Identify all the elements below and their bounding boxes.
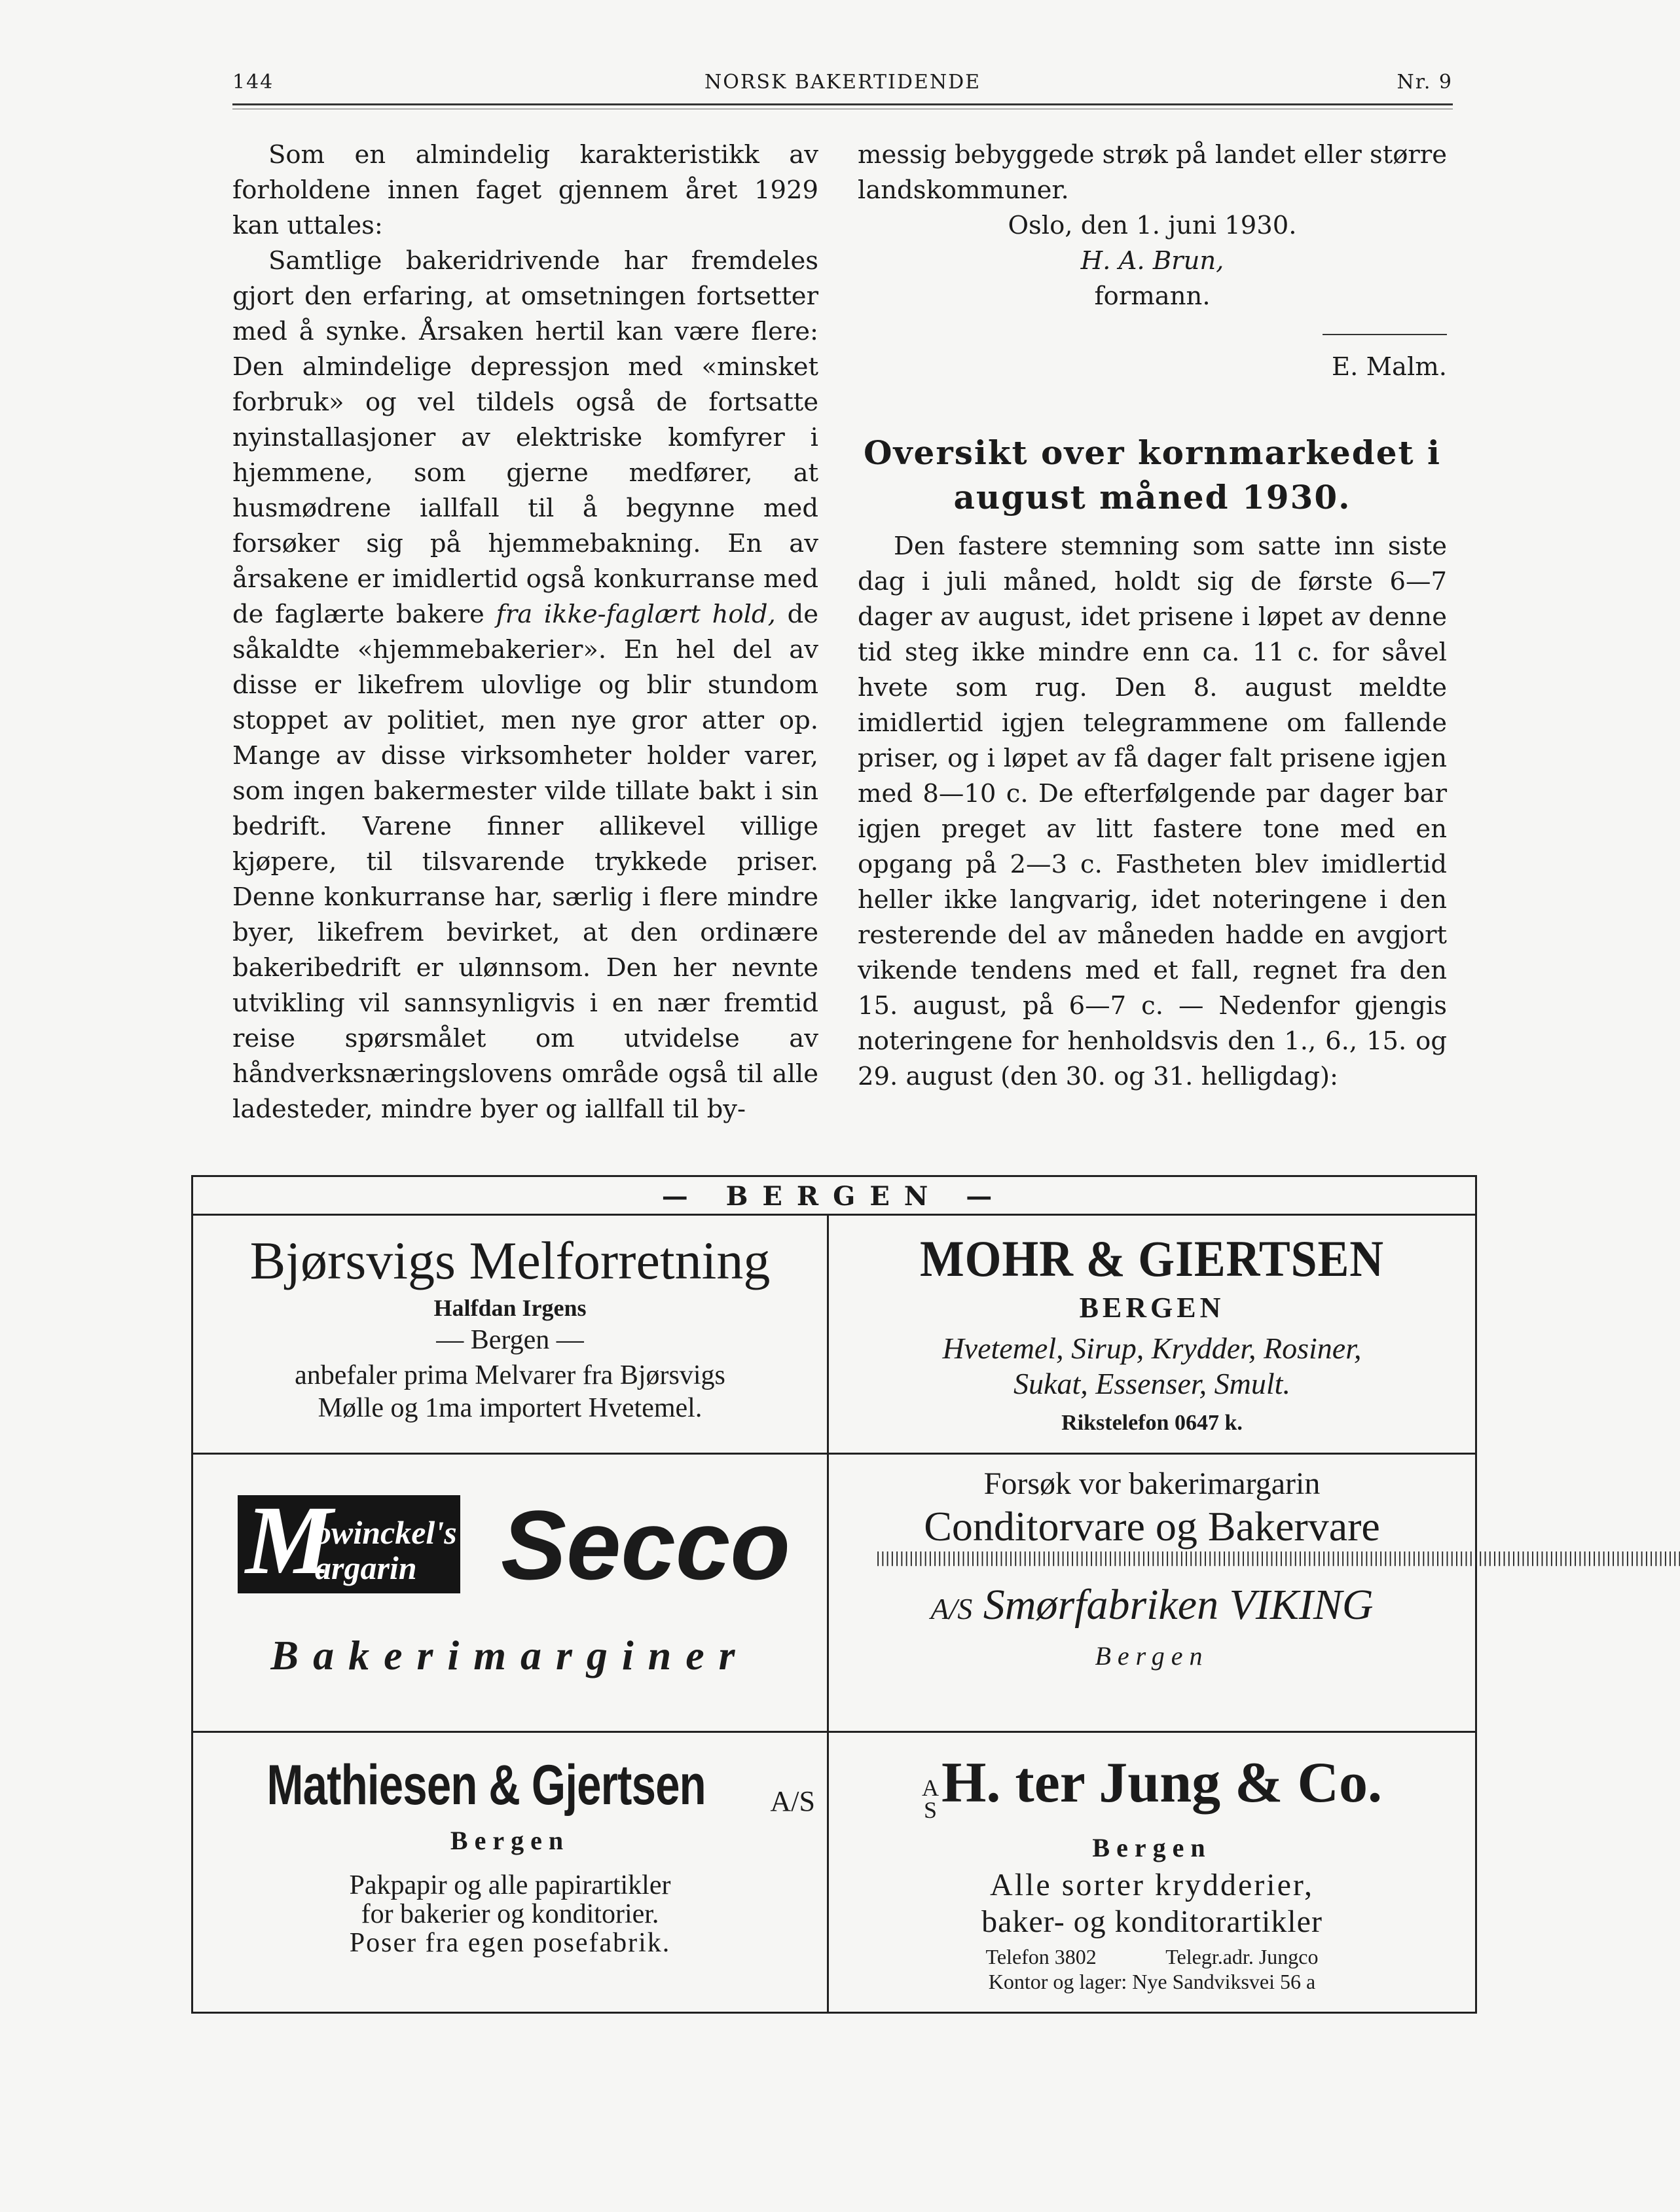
page-header <box>232 64 1453 97</box>
ads-city-header: — BERGEN — <box>661 1181 1007 1212</box>
ad-city: — Bergen — <box>436 1325 584 1355</box>
ad-brand: Secco <box>501 1490 790 1600</box>
ad-text: Forsøk vor bakerimargarin <box>983 1466 1321 1501</box>
suffix-s: S <box>799 1785 815 1818</box>
ads-header <box>193 1177 1475 1216</box>
paragraph-continued: messig bebyggede strøk på landet eller større landskommuner. <box>858 140 1447 205</box>
logo-text: argarin <box>315 1550 417 1586</box>
suffix-a: A <box>770 1785 792 1818</box>
page-number: 144 <box>232 71 274 94</box>
logo-letter: M <box>246 1486 333 1595</box>
header-rule <box>232 103 1453 105</box>
ad-title-row <box>829 1750 1475 1832</box>
ad-city: BERGEN <box>1079 1292 1225 1324</box>
company-prefix: A/S <box>930 1592 973 1625</box>
ad-phone: Telefon 3802 <box>985 1945 1097 1968</box>
ad-mathiesen-gjertsen <box>193 1753 827 1957</box>
paragraph-italic-text: fra ikke-faglært hold, <box>496 600 776 629</box>
ads-row-divider <box>193 1731 1475 1733</box>
ad-address: Kontor og lager: Nye Sandviksvei 56 a <box>988 1970 1316 1993</box>
column-right <box>858 137 1447 1095</box>
ad-company <box>829 1574 1475 1641</box>
ad-text: Sukat, Essenser, Smult. <box>1013 1367 1290 1400</box>
ad-text: baker- og konditorartikler <box>981 1904 1323 1939</box>
ad-text: Alle sorter krydderier, <box>990 1868 1314 1902</box>
column-left <box>232 137 818 1127</box>
ad-text: Poser fra egen posefabrik. <box>349 1928 671 1958</box>
paragraph-text: de såkaldte «hjemmebakerier». En hel del av disse er likefrem ulovlige og blir stundom stoppet av politiet, men nye gror atter op. Mange av disse virksomheter holder varer, som ingen bakermester vilde tillate bakt i sin bedrift. Varene finner allikevel villige kjøpere, til tilsvarende trykkede priser. Denne konkurranse har, særlig i flere mindre byer, likefrem bevirket, at den ordinære bakeribedrift er ulønnsom. Den her nevnte utvikling vil sannsynligvis i en nær fremtid reise spørsmålet om utvidelse av håndverksnæringslovens område også til alle ladesteder, mindre byer og iallfall til by- <box>232 600 818 1124</box>
signer-name: H. A. Brun, <box>1080 246 1224 276</box>
signer-name-2: E. Malm. <box>1331 352 1447 382</box>
paragraph-text: Samtlige bakeridrivende har fremdeles gjort den erfaring, at omsetningen fortsetter med å synke. Årsaken hertil kan være flere: Den almindelige depressjon med «minsket forbruk» og vel tildels også de fortsatte nyinstallasjoner av elektriske komfyrer i hjemmene, som gjerne medfører, at husmødrene iallfall til å begynne med forsøker sig på hjemmebakning. En av årsakene er imidlertid også konkurranse med de faglærte bakere <box>232 246 818 629</box>
ad-bjorsvig <box>193 1229 827 1424</box>
ad-tagline: Bakerimarginer <box>270 1632 750 1678</box>
mowinckels-margarin-logo <box>238 1486 460 1595</box>
prefix-a: A <box>921 1775 939 1802</box>
journal-title: NORSK BAKERTIDENDE <box>704 71 981 94</box>
ad-title: Bjørsvigs Melforretning <box>249 1231 771 1290</box>
ad-phone: Rikstelefon 0647 k. <box>1061 1411 1243 1435</box>
ad-title: MOHR & GIERTSEN <box>919 1230 1385 1287</box>
ad-city: Bergen <box>1092 1833 1212 1862</box>
ad-city: Bergen <box>450 1826 570 1855</box>
ad-text: anbefaler prima Melvarer fra Bjørsvigs <box>295 1360 725 1390</box>
ad-secco <box>193 1455 827 1731</box>
advertisement-block <box>191 1175 1680 2014</box>
decorative-rule: |||||||||||||||||||||||||||||||||||||||||||||||||||||||||||||||||||||||||||||||||||||||||||||||||||||||||||||||||||||||||||||||||||||||||||||||||||||||||||||||||||||||||| <box>873 1550 1680 1567</box>
ad-text: Pakpapir og alle papirartikler <box>349 1870 671 1900</box>
ad-prefix <box>921 1775 939 1824</box>
issue-number: Nr. 9 <box>1397 71 1453 94</box>
ad-ter-jung <box>829 1750 1475 1994</box>
ad-text: for bakerier og konditorier. <box>361 1899 659 1929</box>
logo-text: owinckel's <box>315 1514 457 1551</box>
ad-title: Conditorvare og Bakervare <box>924 1503 1380 1550</box>
ad-telegram: Telegr.adr. Jungco <box>1165 1945 1319 1968</box>
article-heading: Oversikt over kornmarkedet i august måned 1930. <box>863 433 1442 517</box>
signer-role: formann. <box>1094 281 1211 311</box>
prefix-s: S <box>923 1797 937 1824</box>
paragraph: Som en almindelig karakteristikk av forholdene innen faget gjennem året 1929 kan uttales: <box>232 140 818 240</box>
ad-suffix: A/S <box>770 1785 815 1818</box>
ad-title: Mathiesen & Gjertsen <box>266 1754 706 1817</box>
ad-text: Hvetemel, Sirup, Krydder, Rosiner, <box>942 1332 1362 1365</box>
ad-city: Bergen <box>1095 1641 1209 1671</box>
paragraph <box>232 244 818 1127</box>
ad-title-row <box>193 1753 827 1822</box>
ad-title: H. ter Jung & Co. <box>941 1751 1383 1815</box>
ad-contact-row <box>829 1944 1475 1969</box>
signature-rule <box>1323 334 1447 335</box>
ad-mohr-giertsen <box>829 1229 1475 1436</box>
ad-viking <box>829 1465 1680 1671</box>
paragraph: Den fastere stemning som satte inn siste dag i juli måned, holdt sig de første 6—7 dager av august, idet prisene i løpet av denne tid steg ikke mindre enn ca. 11 c. for såvel hvete som rug. Den 8. august meldte imidlertid igjen telegrammene om fallende priser, og i løpet av få dager falt prisene igjen med 8—10 c. De efterfølgende par dager bar igjen preget av litt fastere tone med en opgang på 2—3 c. Fastheten blev imidlertid heller ikke langvarig, idet noteringene i den resterende del av måneden hadde en avgjort vikende tendens med et fall, regnet fra den 15. august, på 6—7 c. — Nedenfor gjengis noteringene for henholdsvis den 1., 6., 15. og 29. august (den 30. og 31. helligdag): <box>858 532 1447 1091</box>
ad-text: Mølle og 1ma importert Hvetemel. <box>318 1393 703 1423</box>
company-name: Smørfabriken VIKING <box>983 1581 1374 1629</box>
place-date: Oslo, den 1. juni 1930. <box>1008 211 1297 240</box>
ad-owner: Halfdan Irgens <box>433 1295 587 1321</box>
